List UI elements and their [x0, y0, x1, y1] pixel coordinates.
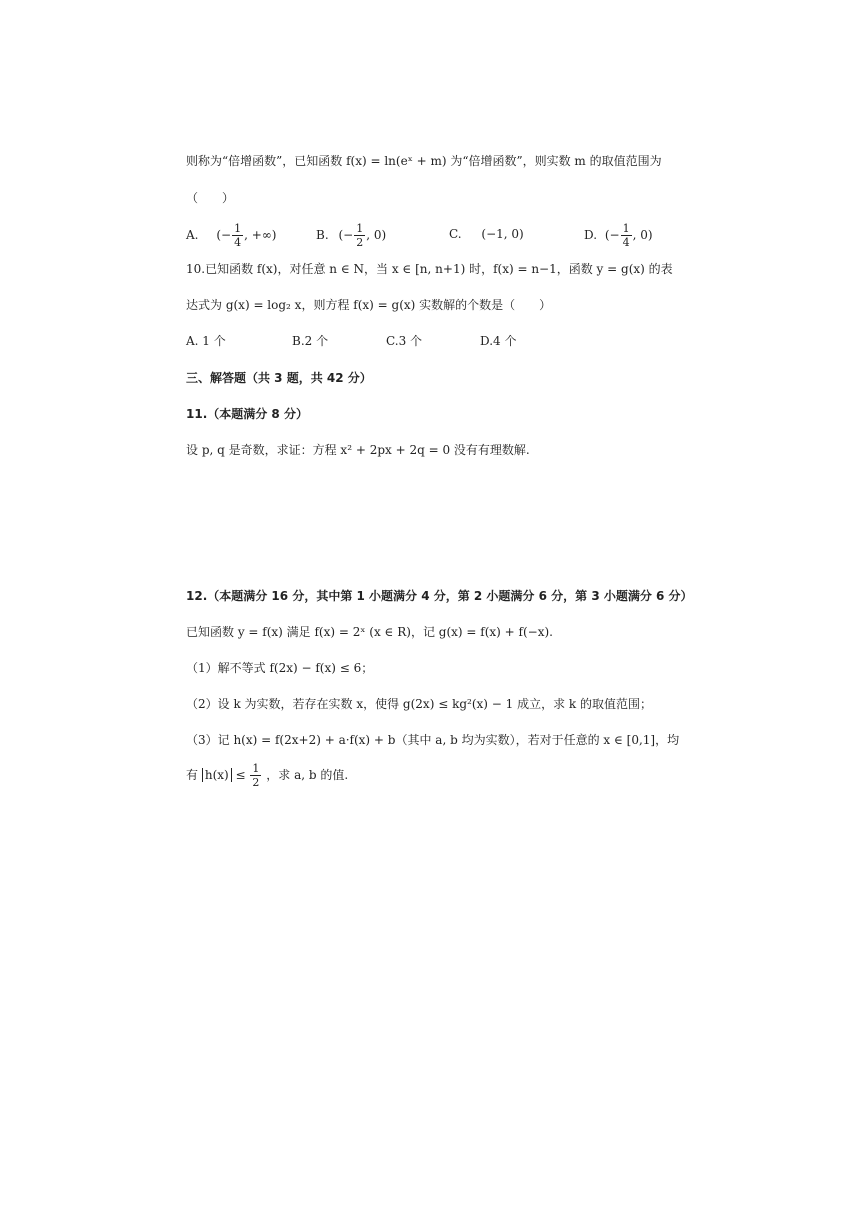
fraction-numerator: 1	[622, 222, 630, 235]
fraction	[232, 222, 243, 249]
option-text: , +∞)	[244, 228, 277, 242]
fraction-numerator: 1	[234, 222, 242, 235]
fraction-denominator: 4	[234, 236, 242, 249]
fraction-numerator: 1	[252, 762, 260, 775]
option-label: D.	[584, 228, 598, 242]
fraction-denominator: 2	[356, 236, 364, 249]
option-text: (−1, 0)	[481, 227, 524, 241]
q9-option-c	[449, 226, 524, 242]
q11-heading: 11.（本题满分 8 分）	[186, 407, 308, 421]
q10-option-b: B.2 个	[292, 334, 329, 348]
q12-part3-continuation	[186, 762, 348, 789]
fraction-denominator: 2	[252, 776, 260, 789]
q9-option-d	[584, 222, 653, 249]
section-heading: 三、解答题（共 3 题，共 42 分）	[186, 371, 372, 385]
fraction	[621, 222, 632, 249]
q9-option-a	[186, 222, 276, 249]
option-text: (−	[604, 228, 620, 242]
fraction-denominator: 4	[622, 236, 630, 249]
q12-part2: （2）设 k 为实数，若存在实数 x，使得 g(2x) ≤ kg²(x) − 1 成立，求 k 的取值范围；	[186, 697, 652, 711]
q10-option-c: C.3 个	[386, 334, 423, 348]
q9-stem-line1: 则称为“倍增函数”，已知函数 f(x) = ln(eˣ + m) 为“倍增函数”，则实数 m 的取值范围为	[186, 154, 662, 168]
q9-option-b	[316, 222, 386, 249]
option-text: , 0)	[366, 228, 387, 242]
option-label: B.	[316, 228, 329, 242]
q12-part1: （1）解不等式 f(2x) − f(x) ≤ 6；	[186, 661, 374, 675]
q9-stem-line2: （ ）	[186, 191, 235, 205]
option-label: C.	[449, 227, 462, 241]
q10-option-a: A. 1 个	[186, 334, 226, 348]
absolute-value: h(x)	[202, 768, 232, 782]
q10-option-d: D.4 个	[480, 334, 517, 348]
fraction	[250, 762, 261, 789]
option-label: A.	[186, 228, 199, 242]
text: ≤	[235, 768, 246, 782]
text: ，求 a, b 的值.	[266, 768, 349, 782]
text: 有	[186, 768, 199, 782]
fraction-numerator: 1	[356, 222, 364, 235]
option-text: (−	[216, 228, 232, 242]
option-text: , 0)	[632, 228, 653, 242]
q12-intro: 已知函数 y = f(x) 满足 f(x) = 2ˣ (x ∈ R)，记 g(x) = f(x) + f(−x).	[186, 625, 553, 639]
fraction	[354, 222, 365, 249]
q10-stem-line1: 10.已知函数 f(x)，对任意 n ∈ N，当 x ∈ [n, n+1) 时，f(x) = n−1，函数 y = g(x) 的表	[186, 262, 673, 276]
q10-stem-line2: 达式为 g(x) = log₂ x，则方程 f(x) = g(x) 实数解的个数是（ ）	[186, 298, 552, 312]
q11-text: 设 p, q 是奇数，求证：方程 x² + 2px + 2q = 0 没有有理数解.	[186, 443, 530, 457]
q12-part3: （3）记 h(x) = f(2x+2) + a·f(x) + b（其中 a, b 均为实数），若对于任意的 x ∈ [0,1]，均	[186, 733, 680, 747]
q12-heading: 12.（本题满分 16 分，其中第 1 小题满分 4 分，第 2 小题满分 6 分，第 3 小题满分 6 分）	[186, 589, 693, 603]
option-text: (−	[338, 228, 354, 242]
